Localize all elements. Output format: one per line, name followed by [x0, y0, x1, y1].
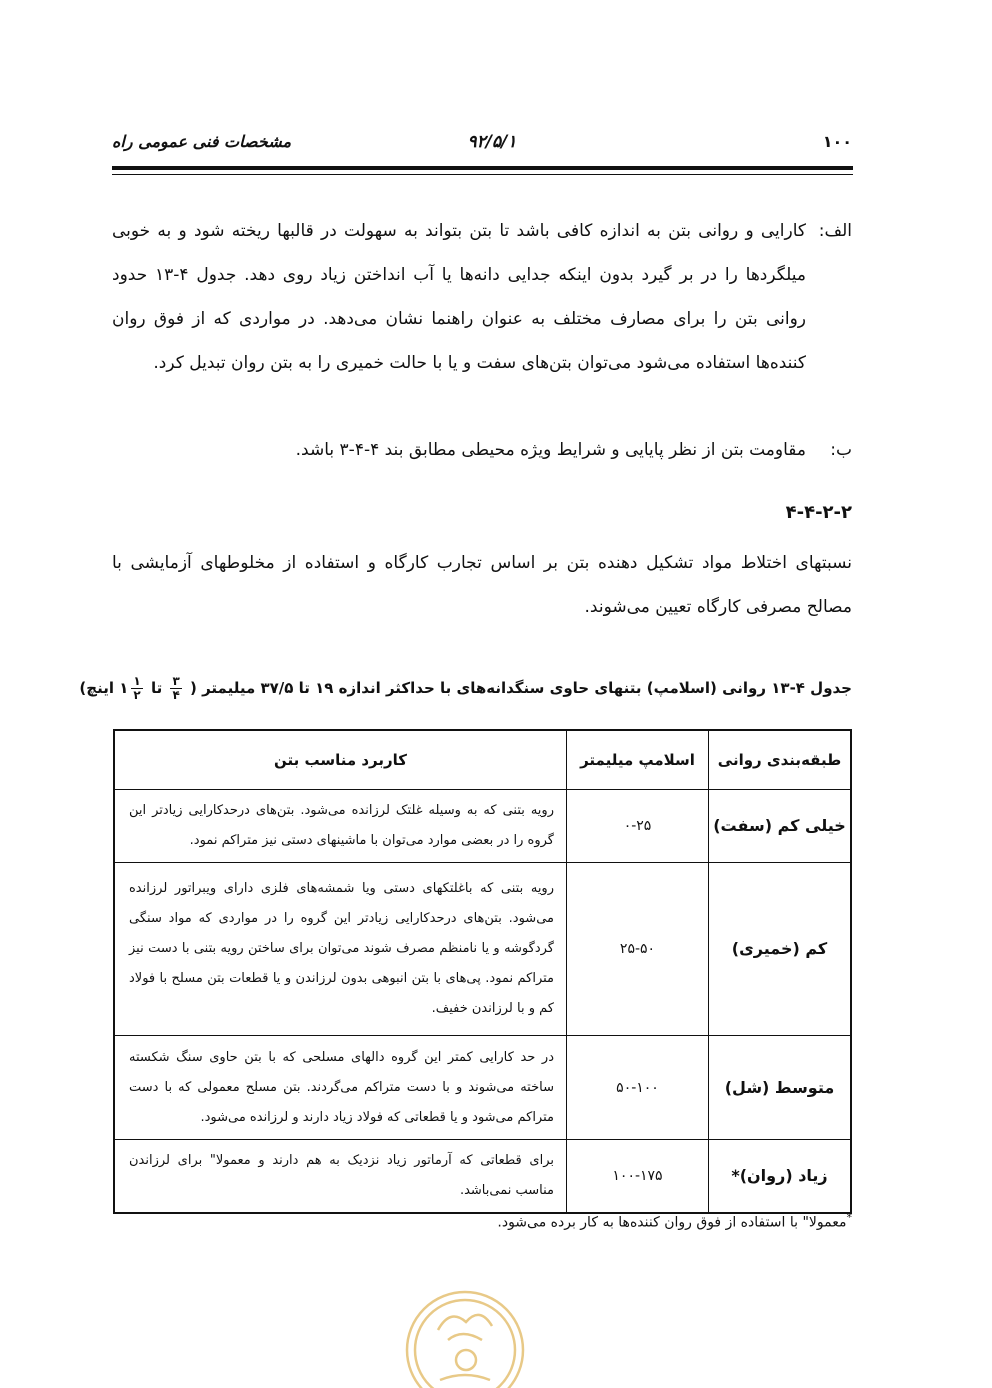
cell-use: در حد کارایی کمتر این گروه دالهای مسلحی که با بتن حاوی سنگ شکسته ساخته می‌شوند و با دست متراکم می‌گردند. بتن مسلح معمولی که با دست متراکم می‌شود و یا قطعاتی که فولاد زیاد دارند و لرزانده می‌شود.	[114, 1036, 567, 1140]
table-row	[114, 1036, 851, 1140]
cell-class: زیاد (روان)*	[709, 1140, 852, 1214]
publisher-seal-icon	[400, 1280, 530, 1388]
table-footnote	[497, 1203, 852, 1238]
caption-fraction-three-quarters: $\frac{۳}{۴}$	[172, 674, 180, 702]
header-date: ۹۲/۵/۱	[467, 132, 517, 152]
header-rule-thin	[112, 174, 853, 175]
cell-use: رویه بتنی که به وسیله غلتک لرزانده می‌شود. بتن‌های درحدکارایی زیادتر این گروه را در بعضی موارد می‌توان با ماشینهای دستی نیز متراکم نمود.	[114, 790, 567, 863]
section-number: ۴-۴-۲-۲	[785, 502, 852, 523]
item-b-marker: ب:	[830, 440, 852, 460]
header-rule-thick	[112, 166, 853, 170]
cell-class: متوسط (شل)	[709, 1036, 852, 1140]
cell-slump: ۵۰-۱۰۰	[567, 1036, 709, 1140]
cell-slump: ۲۵-۵۰	[567, 863, 709, 1036]
header-class: طبقه‌بندی روانی	[709, 730, 852, 790]
table-row	[114, 790, 851, 863]
item-a-text: کارایی و روانی بتن به اندازه کافی باشد تا بتن بتواند به سهولت در قالبها ریخته شود و به خوبی میلگردها را در بر گیرد بدون اینکه جدایی دانه‌ها یا آب انداختن زیاد روی دهد. جدول ۴-۱۳ حدود روانی بتن را برای مصارف مختلف به عنوان راهنما نشان می‌دهد. در مواردی که از فوق روان کننده‌ها استفاده می‌شود می‌توان بتن‌های سفت و یا با حالت خمیری را به بتن روان تبدیل کرد.	[112, 221, 806, 373]
footnote-mark: *	[846, 1211, 852, 1224]
cell-slump: ۱۰۰-۱۷۵	[567, 1140, 709, 1214]
item-b-text: مقاومت بتن از نظر پایایی و شرایط ویژه محیطی مطابق بند ۴-۴-۳ باشد.	[295, 440, 806, 460]
cell-use: برای قطعاتی که آرماتور زیاد نزدیک به هم دارند و معمولا" برای لرزاندن مناسب نمی‌باشد.	[114, 1140, 567, 1214]
caption-to: تا	[150, 679, 163, 697]
cell-class: کم (خمیری)	[709, 863, 852, 1036]
table-caption	[79, 668, 852, 708]
table-row	[114, 1140, 851, 1214]
header-title: مشخصات فنی عمومی راه	[112, 132, 292, 151]
caption-whole: ۱	[119, 679, 129, 697]
caption-fraction-half: $\frac{۱}{۲}$	[133, 674, 141, 702]
page-number: ۱۰۰	[822, 132, 852, 151]
caption-end: اینچ)	[79, 679, 114, 697]
page-header	[112, 128, 852, 162]
slump-table	[113, 729, 852, 1214]
table-header-row	[114, 730, 851, 790]
caption-main: جدول ۴-۱۳ روانی (اسلامپ) بتنهای حاوی سنگدانه‌های با حداکثر اندازه ۱۹ تا ۳۷/۵ میلیمتر (	[190, 679, 852, 697]
table-row	[114, 863, 851, 1036]
cell-use: رویه بتنی که باغلتکهای دستی ویا شمشه‌های فلزی دارای ویبراتور لرزانده می‌شود. بتن‌های درحدکارایی زیادتر این گروه را در مواردی که مواد سنگی گردگوشه و یا نامنظم مصرف شوند می‌توان برای ساختن رویه بتنی با دست نیز متراکم نمود. پی‌های با بتن انبوهی بدون لرزاندن و یا قطعات بتن مسلح با فولاد کم و با لرزاندن خفیف.	[114, 863, 567, 1036]
header-slump: اسلامپ میلیمتر	[567, 730, 709, 790]
footnote-text: معمولا" با استفاده از فوق روان کننده‌ها به کار برده می‌شود.	[497, 1214, 847, 1231]
cell-class: خیلی کم (سفت)	[709, 790, 852, 863]
cell-slump: ۰-۲۵	[567, 790, 709, 863]
header-use: کاربرد مناسب بتن	[114, 730, 567, 790]
item-a-marker: الف:	[818, 221, 852, 241]
section-text: نسبتهای اختلاط مواد تشکیل دهنده بتن بر اساس تجارب کارگاه و استفاده از مخلوطهای آزمایشی با مصالح مصرفی کارگاه تعیین می‌شوند.	[112, 553, 852, 617]
